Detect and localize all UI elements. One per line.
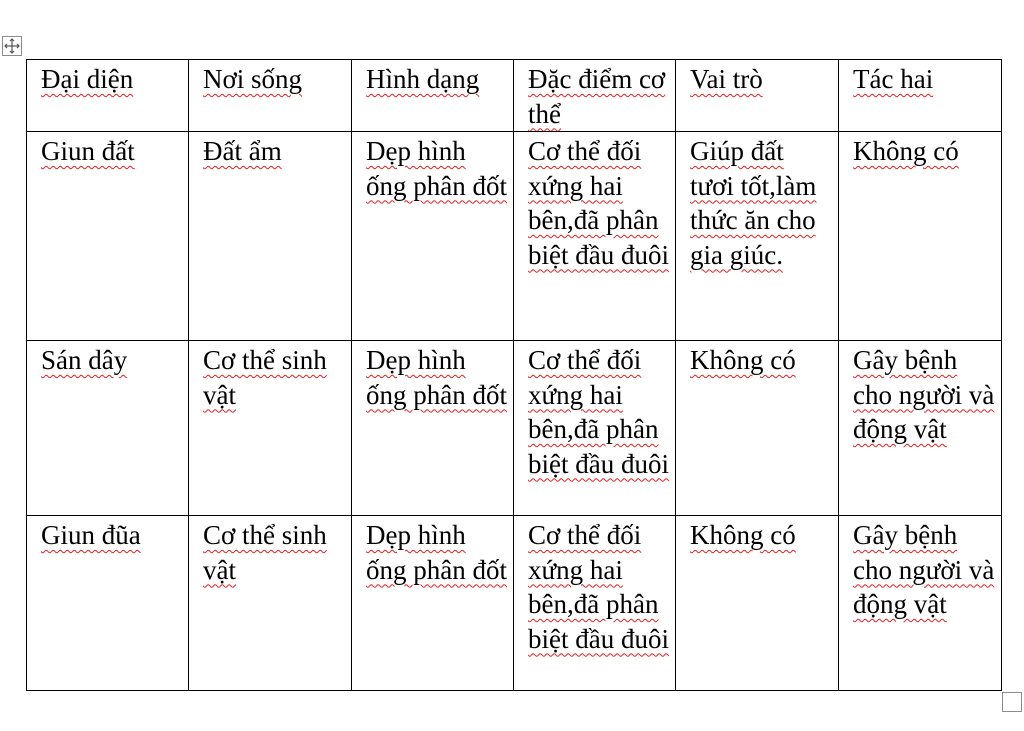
table-resize-handle-icon[interactable]: [1002, 692, 1022, 712]
cell-text: Không có: [690, 520, 796, 550]
table-cell[interactable]: [27, 341, 189, 516]
table-cell[interactable]: [189, 516, 352, 691]
header-label: Đặc điểm cơ thể: [528, 64, 666, 129]
table-cell[interactable]: [352, 516, 514, 691]
cell-text: Dẹp hình ống phân đốt: [366, 345, 507, 410]
cell-text: Giun đũa: [41, 520, 141, 550]
table-move-handle-icon[interactable]: [2, 36, 22, 56]
table-row: [27, 341, 1002, 516]
cell-text: Cơ thể sinh vật: [203, 520, 327, 585]
table-cell[interactable]: [189, 132, 352, 341]
header-label: Đại diện: [41, 64, 134, 94]
header-cell[interactable]: [27, 60, 189, 132]
cell-text: Cơ thể sinh vật: [203, 345, 327, 410]
header-cell[interactable]: [676, 60, 839, 132]
header-label: Tác hai: [853, 64, 934, 94]
header-cell[interactable]: [189, 60, 352, 132]
table-cell[interactable]: [514, 341, 676, 516]
cell-text: Không có: [690, 345, 796, 375]
cell-text: Dẹp hình ống phân đốt: [366, 136, 507, 201]
header-cell[interactable]: [514, 60, 676, 132]
cell-text: Cơ thể đối xứng hai bên,đã phân biệt đầu đuôi: [528, 136, 669, 270]
header-label: Vai trò: [690, 64, 763, 94]
table-row: [27, 516, 1002, 691]
header-label: Nơi sống: [203, 64, 303, 94]
cell-text: Không có: [853, 136, 959, 166]
table-cell[interactable]: [352, 132, 514, 341]
table-cell[interactable]: [514, 516, 676, 691]
table-cell[interactable]: [27, 516, 189, 691]
table-cell[interactable]: [27, 132, 189, 341]
table-cell[interactable]: [189, 341, 352, 516]
table-cell[interactable]: [676, 132, 839, 341]
table-cell[interactable]: [676, 516, 839, 691]
cell-text: Cơ thể đối xứng hai bên,đã phân biệt đầu đuôi: [528, 345, 669, 479]
cell-text: Gây bệnh cho người và động vật: [853, 345, 995, 444]
table-row: [27, 132, 1002, 341]
header-cell[interactable]: [352, 60, 514, 132]
table-cell[interactable]: [839, 341, 1002, 516]
table-cell[interactable]: [352, 341, 514, 516]
cell-text: Dẹp hình ống phân đốt: [366, 520, 507, 585]
table-cell[interactable]: [514, 132, 676, 341]
cell-text: Đất ẩm: [203, 136, 282, 166]
table-header-row: [27, 60, 1002, 132]
data-table: [26, 59, 1002, 691]
cell-text: Giun đất: [41, 136, 135, 166]
table-cell[interactable]: [839, 132, 1002, 341]
cell-text: Cơ thể đối xứng hai bên,đã phân biệt đầu đuôi: [528, 520, 669, 654]
table-cell[interactable]: [676, 341, 839, 516]
cell-text: Sán dây: [41, 345, 128, 375]
header-cell[interactable]: [839, 60, 1002, 132]
cell-text: Giúp đất tươi tốt,làm thức ăn cho gia giúc.: [690, 136, 817, 270]
table-cell[interactable]: [839, 516, 1002, 691]
cell-text: Gây bệnh cho người và động vật: [853, 520, 995, 619]
header-label: Hình dạng: [366, 64, 480, 94]
